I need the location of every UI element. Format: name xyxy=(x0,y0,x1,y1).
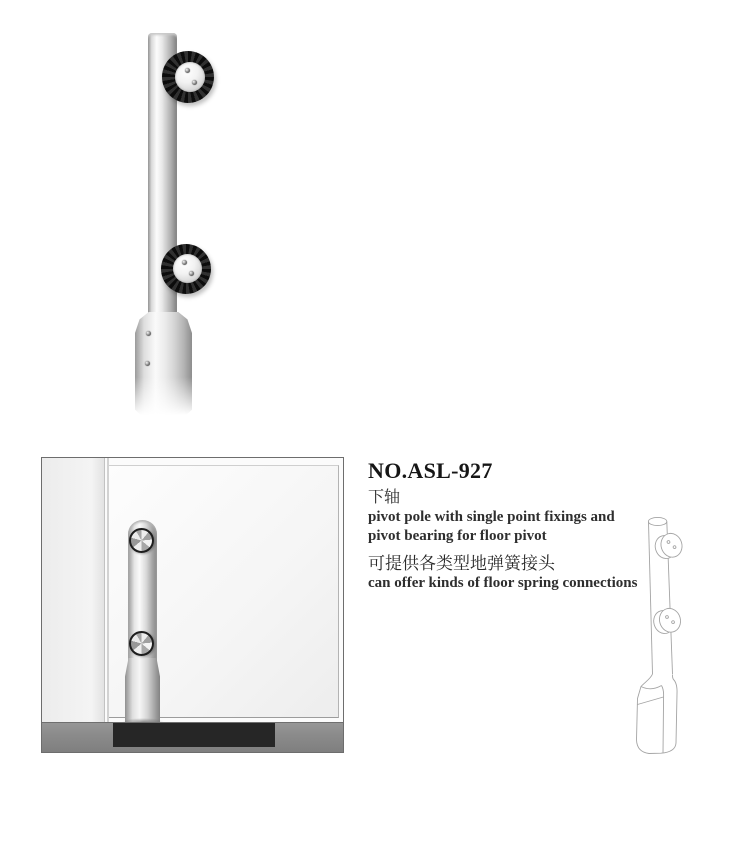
technical-line-drawing xyxy=(630,508,710,758)
floor-spring-cover-plate xyxy=(113,723,275,747)
photo-fade xyxy=(130,377,197,422)
glass-fixing-disc-lower xyxy=(161,244,211,294)
installation-photo xyxy=(41,457,344,753)
pivot-pole-sketch xyxy=(630,508,710,758)
fixing-screw xyxy=(185,68,190,73)
glass-fixing-disc-upper xyxy=(129,528,154,553)
fixing-screw xyxy=(182,260,187,265)
glass-fixing-disc-lower xyxy=(129,631,154,656)
product-name-chinese: 下轴 xyxy=(368,489,401,506)
product-note-english: can offer kinds of floor spring connections xyxy=(368,575,638,591)
sleeve-set-screw xyxy=(145,361,150,366)
fixing-screw xyxy=(192,80,197,85)
product-info xyxy=(368,459,648,593)
sleeve-set-screw xyxy=(146,331,151,336)
pole-top-cap xyxy=(648,517,666,525)
product-description-line1: pivot pole with single point fixings and xyxy=(368,509,615,525)
glass-fixing-disc-upper xyxy=(162,51,214,103)
product-description-line2: pivot bearing for floor pivot xyxy=(368,528,547,544)
sketch-floor-boot xyxy=(637,674,678,754)
fixing-disc-face xyxy=(175,62,205,92)
product-photo xyxy=(120,20,270,430)
product-model-number: NO.ASL-927 xyxy=(368,458,493,483)
product-note-chinese: 可提供各类型地弹簧接头 xyxy=(368,554,555,573)
sketch-disc-upper xyxy=(652,531,684,561)
fixing-screw xyxy=(189,271,194,276)
sketch-disc-lower xyxy=(651,606,683,636)
floor-pivot-sleeve-installed xyxy=(125,658,160,724)
side-wall-panel xyxy=(42,458,105,752)
fixing-disc-face xyxy=(173,254,202,283)
